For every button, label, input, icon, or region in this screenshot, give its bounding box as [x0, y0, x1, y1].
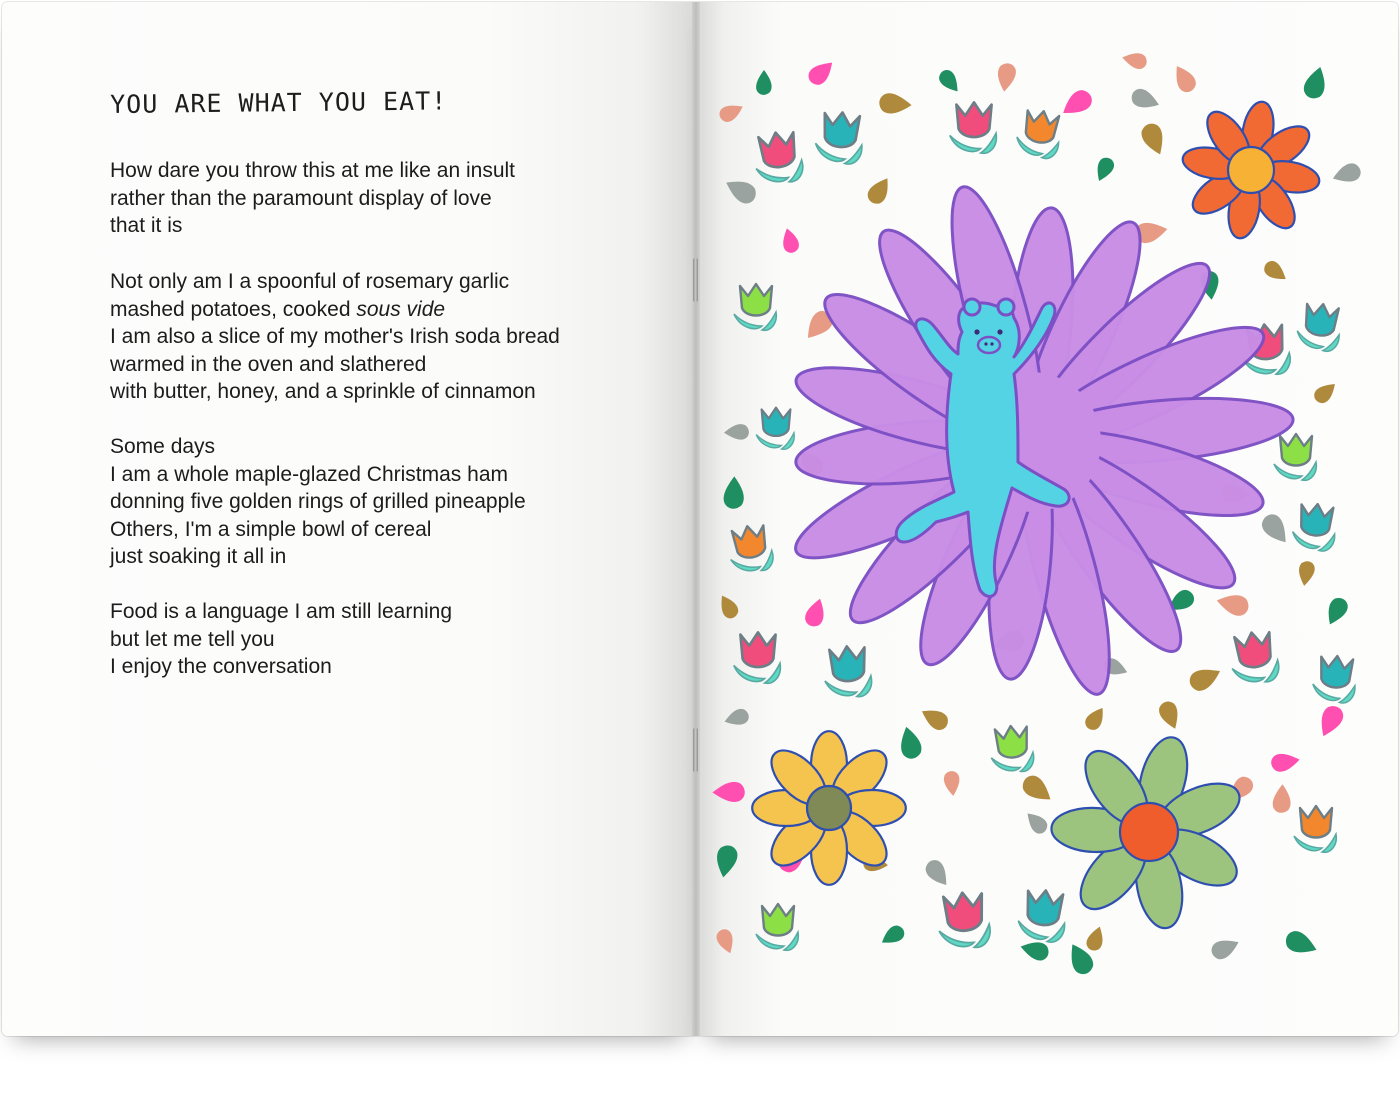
left-page — [2, 2, 696, 1036]
tulip-head — [1234, 630, 1274, 669]
paint-drop — [723, 476, 744, 509]
paint-drop — [722, 707, 750, 729]
poem-line: rather than the paramount display of love — [110, 186, 492, 210]
poem-line-text: mashed potatoes, cooked — [110, 297, 357, 321]
tulip — [734, 632, 781, 683]
paint-drop — [1084, 924, 1106, 952]
poem-line: that it is — [110, 214, 183, 237]
poem-line: donning five golden rings of grilled pineapple — [110, 490, 526, 513]
paint-drop — [1169, 62, 1199, 96]
paint-drop — [1261, 258, 1290, 285]
paint-drop — [1019, 772, 1057, 808]
bear-eye — [997, 329, 1002, 334]
paint-drop — [1022, 808, 1051, 837]
bear-ear — [964, 299, 980, 315]
paint-drop — [1302, 64, 1330, 101]
tulip — [1016, 888, 1068, 944]
paint-drop — [714, 927, 737, 956]
paint-drop — [721, 174, 759, 207]
purple-flower — [784, 179, 1296, 702]
stanza-1 — [110, 157, 515, 240]
staple-top — [693, 258, 698, 302]
poem-line: I am a whole maple-glazed Christmas ham — [110, 462, 508, 486]
poem-line: Food is a language I am still learning — [110, 600, 453, 623]
paint-drop — [1138, 121, 1169, 159]
flower-center — [1120, 803, 1178, 861]
paint-drop — [1082, 704, 1109, 733]
paint-drop — [715, 592, 741, 621]
paint-drop — [724, 424, 750, 441]
paint-drop — [1258, 510, 1294, 548]
paint-drop — [1322, 595, 1351, 629]
tulip-head — [1303, 302, 1339, 338]
poem-line: warmed in the oven and slathered — [110, 352, 427, 376]
paint-drop — [805, 56, 838, 89]
tulip-head — [995, 725, 1030, 759]
tulip-head — [762, 904, 794, 936]
bear-eye — [974, 329, 979, 334]
tulip-head — [1025, 889, 1064, 927]
poem-line: Others, I'm a simple bowl of cereal — [110, 517, 432, 541]
paint-drop — [779, 226, 800, 254]
bear-nostril — [990, 342, 993, 345]
tulip — [752, 129, 805, 186]
tulip-head — [1300, 806, 1332, 838]
poem-line: How dare you throw this at me like an insult — [110, 159, 516, 182]
tulip-head — [943, 891, 985, 932]
tulip — [1228, 629, 1281, 686]
paint-drop — [1058, 86, 1096, 121]
paint-drop — [896, 724, 923, 760]
stanza-2 — [110, 268, 560, 406]
poem-line: just soaking it all in — [110, 545, 287, 568]
staple-bottom — [693, 728, 698, 772]
tulip-head — [1319, 655, 1354, 689]
paint-drop — [717, 100, 746, 125]
paint-drop — [1283, 928, 1321, 959]
spine-gutter — [692, 2, 700, 1036]
green-flower — [1051, 732, 1248, 932]
paint-drop — [918, 704, 952, 733]
tulip — [989, 724, 1035, 774]
paint-drop — [1186, 662, 1224, 694]
stanza-3 — [110, 433, 526, 571]
paint-drop — [714, 844, 739, 879]
tulip — [726, 523, 776, 576]
flower-center — [807, 786, 851, 830]
stanza-4 — [110, 598, 452, 681]
paint-drop — [1314, 703, 1346, 741]
right-page — [696, 2, 1398, 1036]
tulip — [1014, 107, 1064, 160]
tulip — [814, 110, 865, 165]
paint-drop — [1270, 751, 1301, 774]
tulip-head — [740, 284, 772, 316]
paint-drop — [936, 67, 964, 96]
tulip-head — [1023, 108, 1060, 145]
poem-line: but let me tell you — [110, 627, 275, 651]
paint-drop — [1092, 155, 1116, 184]
poem-line: with butter, honey, and a sprinkle of cinnamon — [110, 380, 536, 403]
tulip — [756, 904, 798, 950]
flower-center — [1228, 147, 1274, 193]
tulip — [1295, 301, 1343, 353]
poem-line: I enjoy the conversation — [110, 655, 332, 678]
tulip-head — [822, 111, 860, 149]
paint-drop — [1156, 699, 1183, 732]
tulip — [1291, 502, 1338, 552]
tulip-head — [1280, 434, 1312, 466]
bear-ear — [998, 299, 1014, 315]
poem-line — [110, 296, 560, 324]
tulip-head — [829, 645, 867, 682]
paint-drop — [864, 173, 894, 207]
tulip — [950, 102, 997, 153]
paint-drop — [878, 923, 907, 950]
poem-line: Not only am I a spoonful of rosemary garlic — [110, 270, 510, 293]
tulip-head — [1298, 502, 1333, 537]
tulip — [936, 891, 991, 951]
tulip — [756, 408, 794, 450]
orange-flower — [1180, 99, 1322, 241]
illustration-bear-on-flower — [696, 2, 1398, 1036]
tulip — [734, 284, 776, 330]
paint-drop — [943, 770, 961, 796]
tulip-head — [758, 130, 798, 169]
tulip — [1274, 434, 1316, 480]
paint-drop — [879, 93, 913, 115]
poem-line: I am also a slice of my mother's Irish soda bread — [110, 325, 560, 348]
paint-drop — [1121, 50, 1149, 70]
paint-drop — [1297, 560, 1316, 587]
poem-line-italic: sous vide — [356, 297, 446, 321]
paint-drop — [1214, 591, 1250, 618]
paint-drop — [995, 62, 1017, 93]
tulip-head — [956, 102, 991, 137]
paint-drop — [1272, 784, 1291, 813]
poem-line: Some days — [110, 435, 216, 458]
tulip-head — [731, 523, 768, 560]
paint-drop — [1330, 161, 1363, 187]
paint-drop — [922, 857, 953, 891]
bear-nostril — [984, 342, 987, 345]
tulip-head — [740, 632, 775, 667]
paint-drop — [1311, 378, 1340, 406]
yellow-flower — [752, 731, 906, 885]
paint-drop — [1209, 934, 1242, 962]
tulip-head — [762, 408, 791, 436]
tulip — [823, 645, 873, 699]
paint-drop — [756, 70, 772, 95]
poem-title: YOU ARE WHAT YOU EAT! — [110, 86, 448, 119]
tulip — [1311, 654, 1357, 704]
paint-drop — [803, 596, 828, 629]
tulip — [1294, 806, 1336, 852]
paint-drop — [712, 782, 745, 803]
paint-drop — [1129, 86, 1162, 113]
